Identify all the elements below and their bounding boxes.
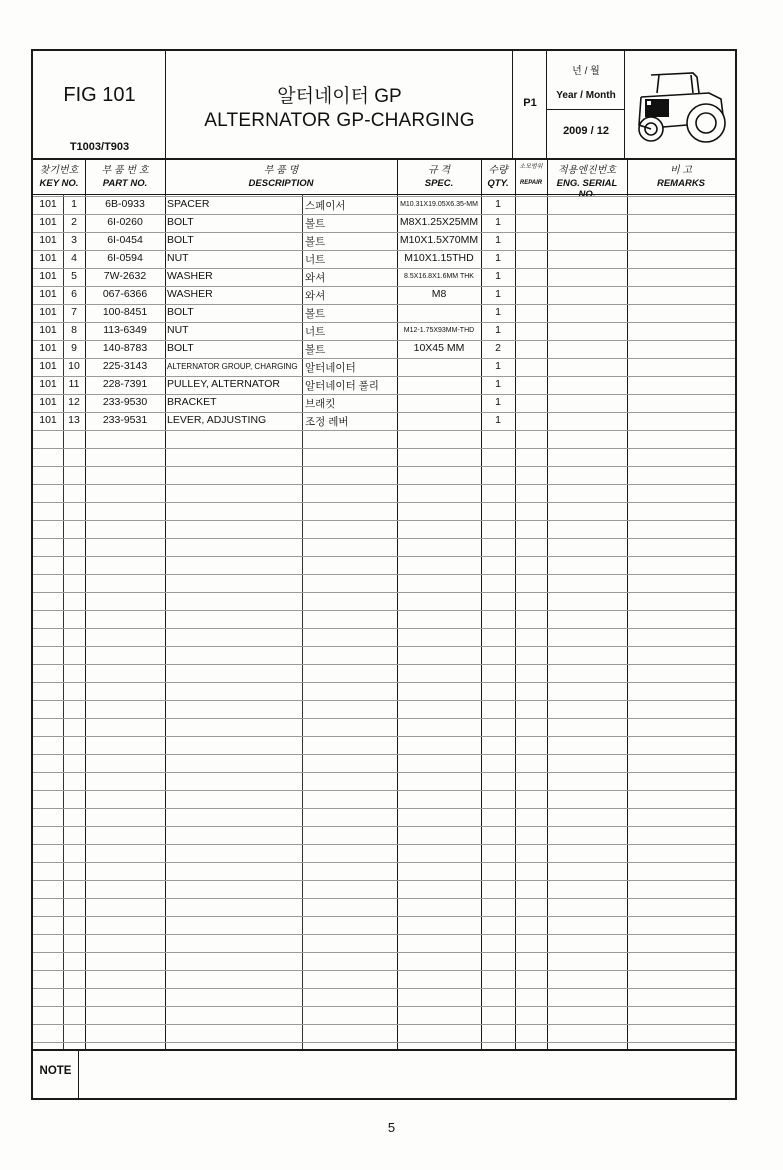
cell-qty: 1 — [495, 378, 501, 390]
row-rule — [33, 466, 735, 467]
cell-qty: 2 — [495, 342, 501, 354]
cell-key-no: 2 — [71, 216, 77, 228]
row-rule — [33, 898, 735, 899]
cell-spec: M10X1.15THD — [404, 252, 474, 264]
row-rule — [33, 880, 735, 881]
table-row — [33, 286, 735, 304]
cell-qty: 1 — [495, 270, 501, 282]
cell-spec: M10.31X19.05X6.35-MM — [400, 201, 478, 208]
col-remarks-ko: 비 고 — [669, 165, 693, 176]
table-row — [33, 376, 735, 394]
col-header-description — [165, 158, 397, 194]
fig-cell — [33, 51, 166, 158]
cell-description-korean: 조정 레버 — [305, 416, 349, 428]
title-cell — [166, 51, 513, 158]
date-label-korean: 년 / 월 — [572, 66, 600, 77]
cell-fig-no: 101 — [39, 360, 57, 372]
table-row — [33, 196, 735, 214]
cell-description-korean: 너트 — [305, 326, 326, 338]
cell-fig-no: 101 — [39, 252, 57, 264]
cell-qty: 1 — [495, 396, 501, 408]
col-repair-en: REPAIR — [519, 180, 543, 186]
cell-description: BRACKET — [167, 396, 217, 408]
cell-qty: 1 — [495, 234, 501, 246]
cell-description-korean: 와셔 — [305, 290, 326, 302]
table-row — [33, 412, 735, 430]
row-rule — [33, 718, 735, 719]
cell-part-no: 233-9530 — [102, 396, 148, 408]
title-english: ALTERNATOR GP-CHARGING — [204, 110, 475, 131]
date-divider — [547, 109, 625, 110]
row-rule — [33, 970, 735, 971]
cell-fig-no: 101 — [39, 234, 57, 246]
cell-spec: M10X1.5X70MM — [399, 234, 479, 246]
col-repair-ko: 소모범위 — [519, 164, 543, 170]
row-rule — [33, 538, 735, 539]
cell-qty: 1 — [495, 360, 501, 372]
cell-description-korean: 볼트 — [305, 236, 326, 248]
cell-fig-no: 101 — [39, 270, 57, 282]
date-value: 2009 / 12 — [563, 125, 609, 137]
cell-description-korean: 스페이서 — [305, 200, 346, 212]
cell-part-no: 6I-0260 — [107, 216, 143, 228]
cell-description: ALTERNATOR GROUP, CHARGING — [167, 362, 298, 371]
row-rule — [33, 1042, 735, 1043]
table-row — [33, 358, 735, 376]
row-rule — [33, 574, 735, 575]
table-row — [33, 394, 735, 412]
cell-fig-no: 101 — [39, 216, 57, 228]
col-part-no-ko: 부 품 번 호 — [101, 165, 149, 176]
col-header-key-no — [33, 158, 85, 194]
cell-part-no: 140-8783 — [102, 342, 148, 354]
page-number: 5 — [387, 1120, 396, 1135]
cell-part-no: 113-6349 — [103, 324, 147, 336]
cell-description: BOLT — [167, 216, 194, 228]
row-rule — [33, 988, 735, 989]
cell-key-no: 7 — [71, 306, 77, 318]
row-rule — [33, 844, 735, 845]
col-key-no-ko: 찾기번호 — [39, 165, 79, 176]
cell-description-korean: 브래킷 — [305, 398, 336, 410]
cell-description-korean: 볼트 — [305, 218, 326, 230]
row-rule — [33, 934, 735, 935]
cell-qty: 1 — [495, 306, 501, 318]
cell-key-no: 10 — [68, 360, 80, 372]
cell-part-no: 067-6366 — [102, 288, 148, 300]
cell-part-no: 228-7391 — [102, 378, 148, 390]
cell-description: BOLT — [167, 234, 194, 246]
cell-description: NUT — [167, 324, 189, 336]
cell-key-no: 13 — [68, 414, 80, 426]
cell-fig-no: 101 — [39, 198, 57, 210]
cell-description-korean: 와셔 — [305, 272, 326, 284]
cell-key-no: 3 — [71, 234, 77, 246]
col-qty-en: QTY. — [487, 178, 509, 189]
row-rule — [33, 520, 735, 521]
cell-part-no: 225-3143 — [102, 360, 148, 372]
col-header-repair — [515, 158, 547, 194]
cell-description-korean: 볼트 — [305, 344, 326, 356]
cell-part-no: 6B-0933 — [105, 198, 145, 210]
table-row — [33, 268, 735, 286]
row-rule — [33, 952, 735, 953]
col-remarks-en: REMARKS — [656, 178, 706, 189]
title-korean: 알터네이터 GP — [277, 86, 402, 107]
cell-qty: 1 — [495, 288, 501, 300]
cell-description: WASHER — [167, 288, 213, 300]
header-divider — [33, 194, 735, 195]
col-description-en: DESCRIPTION — [248, 178, 314, 189]
cell-qty: 1 — [495, 216, 501, 228]
row-rule — [33, 628, 735, 629]
table-row — [33, 214, 735, 232]
row-rule — [33, 610, 735, 611]
row-rule — [33, 808, 735, 809]
cell-part-no: 100-8451 — [102, 306, 148, 318]
cell-part-no: 7W-2632 — [103, 270, 147, 282]
cell-spec: M8 — [431, 288, 447, 300]
row-rule — [33, 1006, 735, 1007]
col-description-ko: 부 품 명 — [263, 165, 299, 176]
cell-spec: 10X45 MM — [413, 342, 465, 354]
page-cell — [513, 51, 547, 158]
parts-table — [33, 158, 735, 1051]
col-header-remarks — [627, 158, 735, 194]
row-rule — [33, 448, 735, 449]
table-row — [33, 322, 735, 340]
row-rule — [33, 556, 735, 557]
cell-fig-no: 101 — [39, 414, 57, 426]
cell-key-no: 11 — [68, 378, 80, 390]
cell-description-korean: 알터네이터 풀리 — [305, 380, 379, 392]
col-header-eng-serial — [547, 158, 627, 200]
cell-part-no: 6I-0594 — [107, 252, 143, 264]
col-header-spec — [397, 158, 481, 194]
col-eng-serial-ko: 적용엔진번호 — [558, 165, 616, 176]
col-key-no-en: KEY NO. — [39, 178, 79, 189]
cell-description-korean: 볼트 — [305, 308, 326, 320]
cell-key-no: 12 — [68, 396, 80, 408]
cell-spec: M8X1.25X25MM — [399, 216, 479, 228]
cell-fig-no: 101 — [39, 306, 57, 318]
row-rule — [33, 862, 735, 863]
cell-description: SPACER — [167, 198, 210, 210]
parts-sheet — [31, 49, 737, 1100]
cell-key-no: 8 — [71, 324, 77, 336]
cell-fig-no: 101 — [39, 324, 57, 336]
col-part-no-en: PART NO. — [102, 178, 148, 189]
row-rule — [33, 592, 735, 593]
row-rule — [33, 484, 735, 485]
cell-qty: 1 — [495, 324, 501, 336]
row-rule — [33, 502, 735, 503]
date-label-english: Year / Month — [556, 90, 616, 101]
note-section — [33, 1049, 735, 1098]
row-rule — [33, 682, 735, 683]
cell-key-no: 9 — [71, 342, 77, 354]
cell-description-korean: 너트 — [305, 254, 326, 266]
table-row — [33, 304, 735, 322]
cell-fig-no: 101 — [39, 396, 57, 408]
fig-number: FIG 101 — [63, 84, 136, 106]
row-rule — [33, 826, 735, 827]
row-rule — [33, 754, 735, 755]
model-number: T1003/T903 — [69, 141, 130, 153]
cell-description: PULLEY, ALTERNATOR — [167, 378, 281, 390]
cell-qty: 1 — [495, 414, 501, 426]
sheet-header — [33, 51, 735, 160]
row-rule — [33, 916, 735, 917]
table-row — [33, 250, 735, 268]
cell-description: BOLT — [167, 342, 194, 354]
cell-description: NUT — [167, 252, 189, 264]
col-eng-serial-en: ENG. SERIAL NO. — [556, 178, 618, 200]
col-header-part-no — [85, 158, 165, 194]
illustration-cell — [625, 51, 735, 158]
cell-qty: 1 — [495, 198, 501, 210]
cell-description: WASHER — [167, 270, 213, 282]
cell-fig-no: 101 — [39, 378, 57, 390]
cell-key-no: 5 — [71, 270, 77, 282]
table-row — [33, 232, 735, 250]
col-header-qty — [481, 158, 515, 194]
cell-part-no: 233-9531 — [102, 414, 148, 426]
row-rule — [33, 700, 735, 701]
row-rule — [33, 790, 735, 791]
row-rule — [33, 664, 735, 665]
cell-qty: 1 — [495, 252, 501, 264]
cell-fig-no: 101 — [39, 288, 57, 300]
col-spec-en: SPEC. — [424, 178, 454, 189]
cell-fig-no: 101 — [39, 342, 57, 354]
cell-key-no: 6 — [71, 288, 77, 300]
col-spec-ko: 규 격 — [427, 165, 451, 176]
row-rule — [33, 646, 735, 647]
cell-description: BOLT — [167, 306, 194, 318]
cell-key-no: 4 — [71, 252, 77, 264]
col-qty-ko: 수량 — [488, 165, 508, 176]
tractor-icon — [631, 63, 729, 145]
cell-description-korean: 알터네이터 — [305, 362, 356, 374]
cell-spec: M12-1.75X93MM-THD — [403, 327, 475, 334]
cell-key-no: 1 — [71, 198, 77, 210]
date-cell — [547, 51, 625, 158]
cell-spec: 8.5X16.8X1.6MM THK — [404, 273, 474, 280]
note-divider — [78, 1049, 79, 1098]
cell-part-no: 6I-0454 — [107, 234, 143, 246]
row-rule — [33, 1024, 735, 1025]
row-rule — [33, 772, 735, 773]
note-label: NOTE — [39, 1065, 72, 1077]
row-rule — [33, 430, 735, 431]
row-rule — [33, 736, 735, 737]
table-row — [33, 340, 735, 358]
cell-description: LEVER, ADJUSTING — [167, 414, 267, 426]
page-label: P1 — [523, 97, 537, 109]
